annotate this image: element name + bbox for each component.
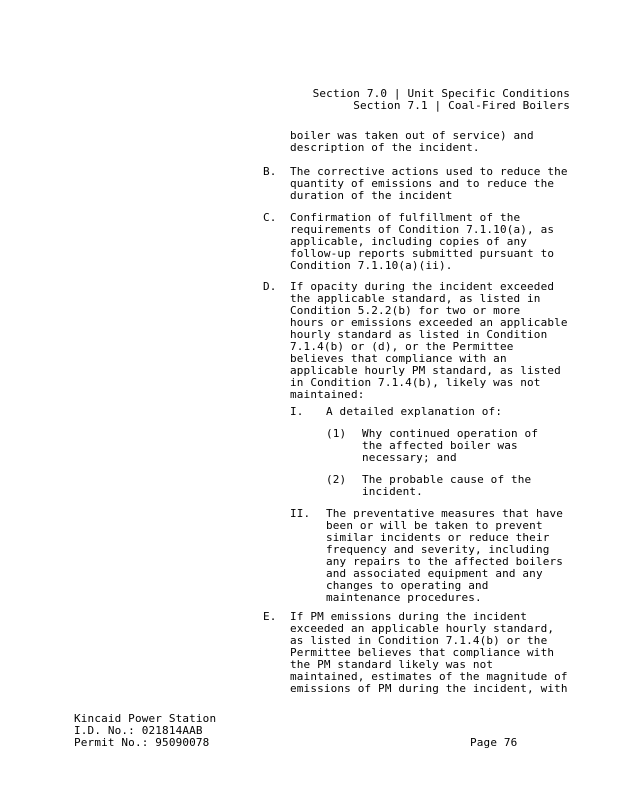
item-letter-c: C. [263,211,277,224]
intro-line: boiler was taken out of service) and [290,129,534,142]
item-d-line: hours or emissions exceeded an applicable [290,316,568,329]
item-d-line: If opacity during the incident exceeded [290,280,555,293]
page-footer [74,713,216,749]
item-d-line: in Condition 7.1.4(b), likely was not [290,376,541,389]
intro-line: description of the incident. [290,141,480,154]
subitem-ii-line: similar incidents or reduce their [326,531,550,544]
part-1-line: necessary; and [362,451,457,464]
item-e-line: maintained, estimates of the magnitude of [290,670,568,683]
part-label-1: (1) [326,427,347,440]
item-d-line: 7.1.4(b) or (d), or the Permittee [290,340,514,353]
header-section: Section 7.0 | Unit Specific Conditions [312,87,570,100]
subitem-ii-line: any repairs to the affected boilers [326,555,564,568]
item-d-line: maintained: [290,388,365,401]
item-e-line: exceeded an applicable hourly standard, [290,622,555,635]
header-subsection: Section 7.1 | Coal-Fired Boilers [353,99,570,112]
item-c-line: Confirmation of fulfillment of the [290,211,521,224]
item-c-line: follow-up reports submitted pursuant to [290,247,555,260]
part-label-2: (2) [326,473,347,486]
item-e-line: Permittee believes that compliance with [290,646,555,659]
subitem-ii-line: maintenance procedures. [326,591,482,604]
subitem-numeral-i: I. [290,405,304,418]
item-letter-e: E. [263,610,277,623]
item-e-line: as listed in Condition 7.1.4(b) or the [290,634,548,647]
item-b-line: The corrective actions used to reduce the [290,165,568,178]
part-1-line: the affected boiler was [362,439,518,452]
subitem-ii-line: and associated equipment and any [326,567,543,580]
item-c-line: applicable, including copies of any [290,235,528,248]
item-b-line: quantity of emissions and to reduce the [290,177,555,190]
subitem-ii-line: been or will be taken to prevent [326,519,543,532]
page-number: Page 76 [470,736,518,749]
subitem-ii-line: The preventative measures that have [326,507,564,520]
subitem-ii-line: changes to operating and [326,579,489,592]
part-2-line: The probable cause of the [362,473,532,486]
item-e-line: If PM emissions during the incident [290,610,528,623]
item-c-line: Condition 7.1.10(a)(ii). [290,259,453,272]
part-1-line: Why continued operation of [362,427,539,440]
part-2-line: incident. [362,485,423,498]
item-letter-d: D. [263,280,277,293]
item-e-line: the PM standard likely was not [290,658,494,671]
subitem-ii-line: frequency and severity, including [326,543,550,556]
subitem-i-line: A detailed explanation of: [326,405,503,418]
footer-permit-no: Permit No.: 95090078 [74,736,210,749]
item-letter-b: B. [263,165,277,178]
footer-id-no: I.D. No.: 021814AAB [74,724,203,737]
item-d-line: applicable hourly PM standard, as listed [290,364,561,377]
item-d-line: Condition 5.2.2(b) for two or more [290,304,521,317]
item-d-line: believes that compliance with an [290,352,507,365]
page-header [313,88,570,112]
item-d-line: the applicable standard, as listed in [290,292,541,305]
subitem-numeral-ii: II. [290,507,311,520]
footer-facility: Kincaid Power Station [74,712,217,725]
item-c-line: requirements of Condition 7.1.10(a), as [290,223,555,236]
item-d-line: hourly standard as listed in Condition [290,328,548,341]
item-b-line: duration of the incident [290,189,453,202]
item-e-line: emissions of PM during the incident, with [290,682,568,695]
